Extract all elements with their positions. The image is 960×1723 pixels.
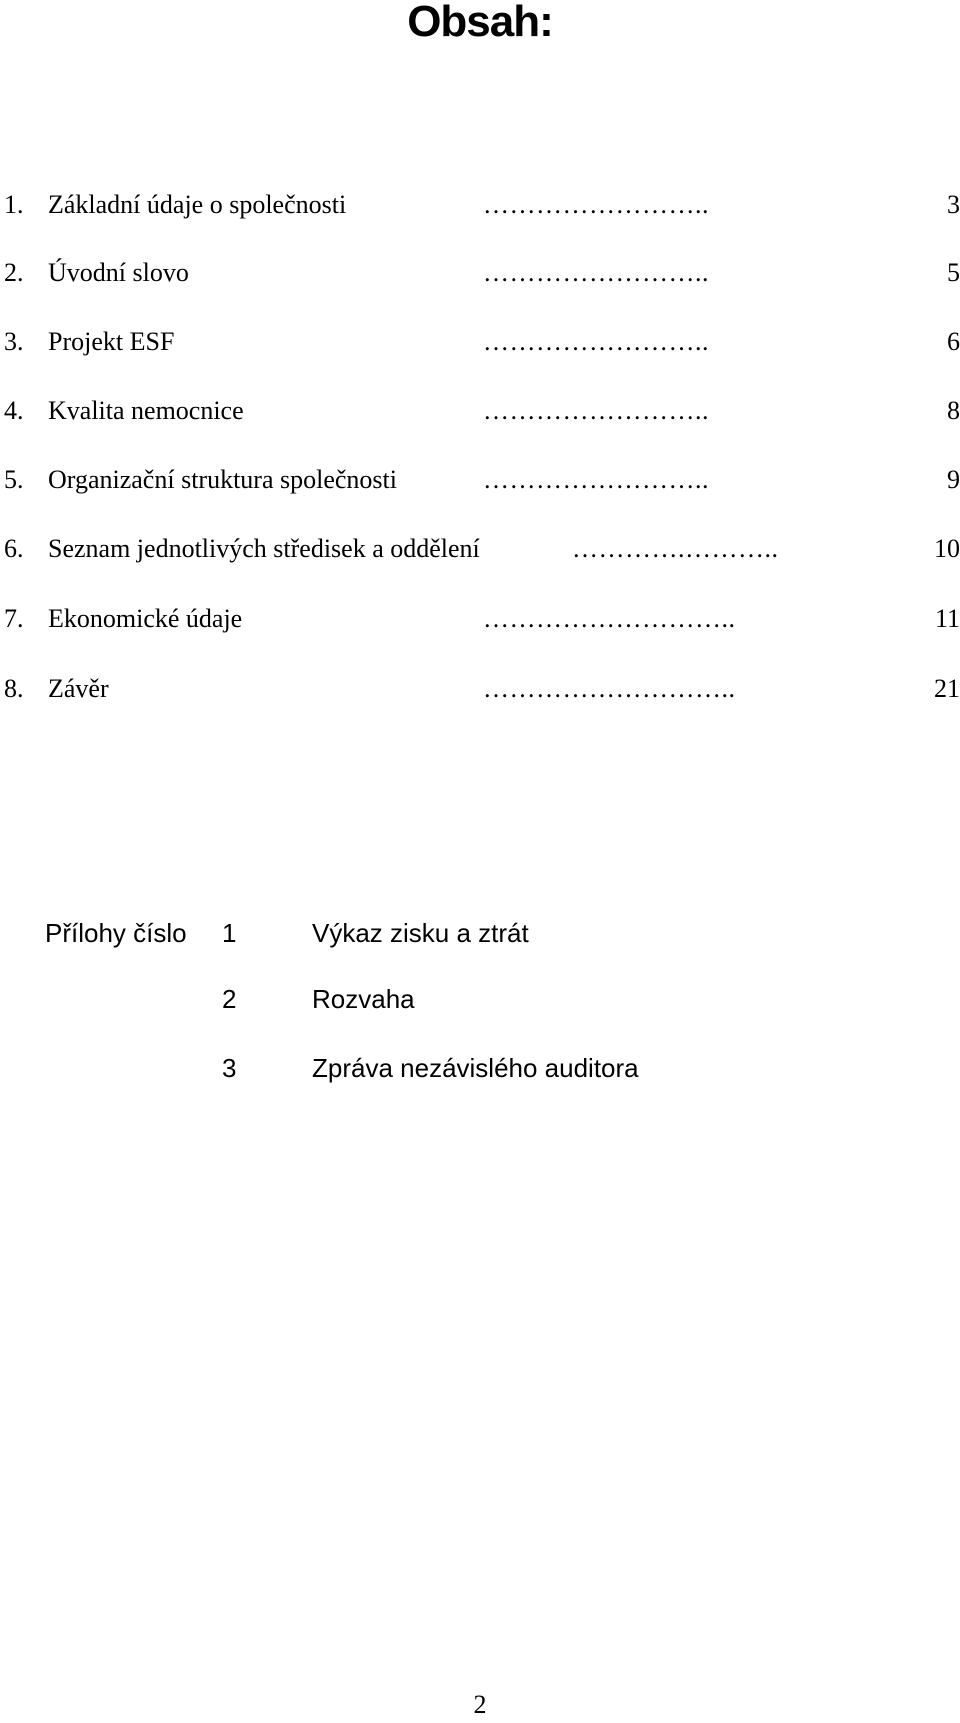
attachment-item-2 xyxy=(0,979,960,1019)
toc-entry-page: 9 xyxy=(947,465,960,494)
toc-leader-dots: …………………….. xyxy=(483,465,709,494)
attachment-item-1 xyxy=(0,913,960,953)
toc-leader-dots: …………………….. xyxy=(483,327,709,356)
toc-leader-dots: ……………………….. xyxy=(483,674,736,703)
toc-entry-2 xyxy=(0,253,960,293)
toc-entry-page: 6 xyxy=(947,327,960,356)
toc-entry-page: 11 xyxy=(934,604,960,633)
toc-entry-title: Kvalita nemocnice xyxy=(48,396,244,425)
toc-entry-3 xyxy=(0,322,960,362)
toc-entry-title: Projekt ESF xyxy=(48,327,175,356)
toc-leader-dots: …………………….. xyxy=(483,258,709,287)
toc-entry-title: Ekonomické údaje xyxy=(48,604,243,633)
page-title: Obsah: xyxy=(407,0,553,46)
toc-entry-number: 3. xyxy=(4,327,24,356)
page-number: 2 xyxy=(473,1690,487,1719)
attachment-number: 1 xyxy=(222,918,237,948)
toc-leader-dots: …………………….. xyxy=(483,396,709,425)
attachment-item-3 xyxy=(0,1048,960,1088)
toc-entry-number: 5. xyxy=(4,465,24,494)
attachment-title: Rozvaha xyxy=(312,984,415,1014)
toc-entry-title: Úvodní slovo xyxy=(48,258,189,287)
toc-entry-1 xyxy=(0,185,960,225)
attachment-title: Výkaz zisku a ztrát xyxy=(312,918,529,948)
toc-entry-number: 1. xyxy=(4,190,24,219)
toc-leader-dots: …………………….. xyxy=(483,190,709,219)
toc-entry-number: 4. xyxy=(4,396,24,425)
attachment-number: 2 xyxy=(222,984,237,1014)
toc-entry-number: 6. xyxy=(4,534,24,563)
toc-entry-title: Základní údaje o společnosti xyxy=(48,190,347,219)
toc-entry-8 xyxy=(0,669,960,709)
toc-entry-number: 7. xyxy=(4,604,24,633)
attachment-title: Zpráva nezávislého auditora xyxy=(312,1053,639,1083)
toc-entry-page: 21 xyxy=(934,674,960,703)
attachments-caption: Přílohy číslo xyxy=(45,918,187,948)
toc-entry-title: Organizační struktura společnosti xyxy=(48,465,397,494)
toc-entry-page: 10 xyxy=(934,534,960,563)
toc-entry-page: 5 xyxy=(947,258,960,287)
attachment-number: 3 xyxy=(222,1053,237,1083)
toc-entry-number: 8. xyxy=(4,674,24,703)
toc-entry-4 xyxy=(0,391,960,431)
toc-entry-page: 8 xyxy=(947,396,960,425)
toc-entry-6 xyxy=(0,529,960,569)
toc-leader-dots: ……………………….. xyxy=(483,604,736,633)
toc-entry-title: Seznam jednotlivých středisek a oddělení xyxy=(48,534,480,563)
toc-entry-5 xyxy=(0,460,960,500)
toc-entry-page: 3 xyxy=(947,190,960,219)
toc-entry-number: 2. xyxy=(4,258,24,287)
toc-entry-title: Závěr xyxy=(48,674,109,703)
toc-leader-dots: ………….……….. xyxy=(572,534,779,563)
toc-entry-7 xyxy=(0,599,960,639)
